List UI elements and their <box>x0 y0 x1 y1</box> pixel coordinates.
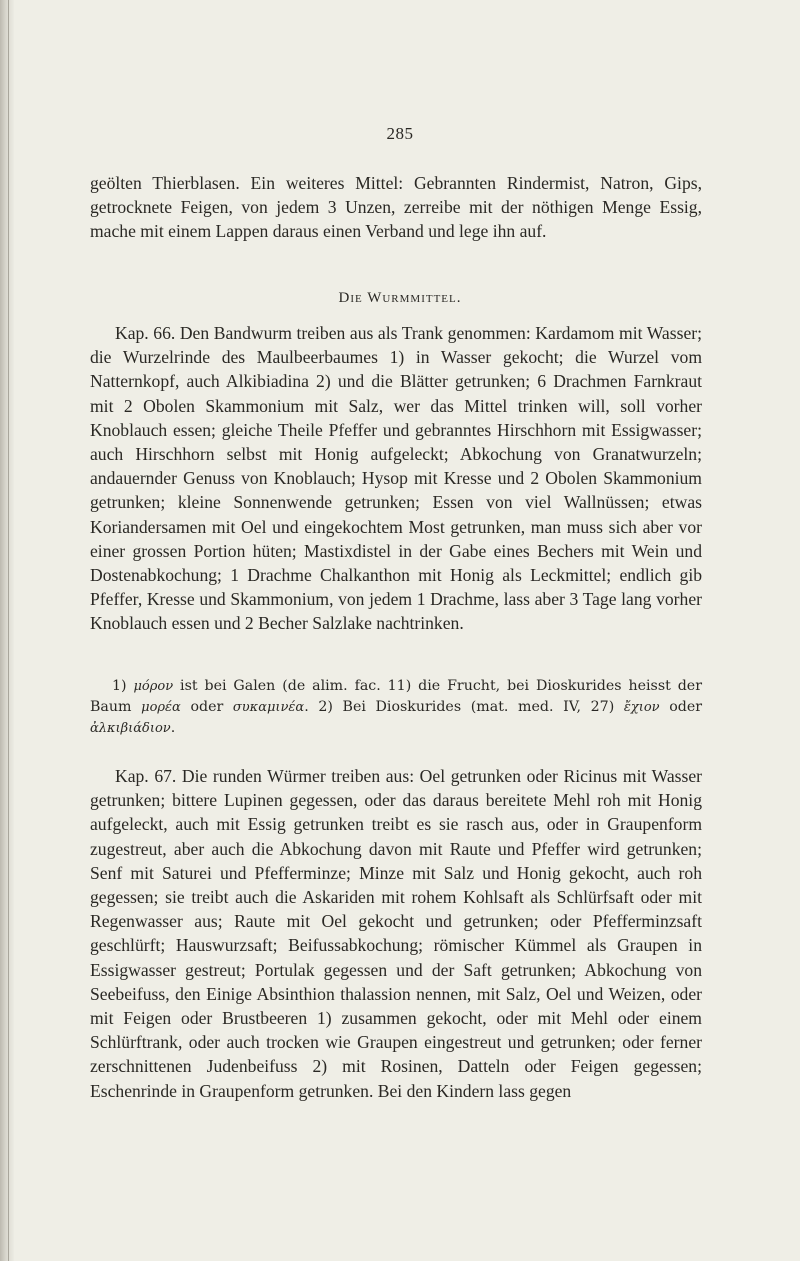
footnote-text <box>90 676 702 739</box>
kap67-block <box>90 764 702 1103</box>
section-heading: Die Wurmmittel. <box>338 290 462 306</box>
footnote-part: oder <box>180 699 233 715</box>
footnote-part: . <box>170 720 176 736</box>
page-number: 285 <box>386 124 414 143</box>
kap67-paragraph: Kap. 67. Die runden Würmer treiben aus: Oel getrunken oder Ricinus mit Wasser getrunken; bittere Lupinen gegessen, oder das daraus bereitete Mehl roh mit Honig aufgeleckt, auch mit Essig getrunken treibt es sie rasch aus, oder in Graupenform zugestreut, aber auch die Abkochung davon mit Raute und Pfeffer wird getrunken; Senf mit Saturei und Pfefferminze; Minze mit Salz und Honig gekocht, auch roh gegessen; sie treibt auch die Askariden mit rohem Kohlsaft als Schlürfsaft oder mit Regenwasser aus; Raute mit Oel gekocht und getrunken; oder Pfefferminzsaft geschlürft; Hauswurzsaft; Beifussabkochung; römischer Kümmel als Graupen in Essigwasser gestreut; Portulak gegessen und der Saft getrunken; Abkochung von Seebeifuss, den Einige Absinthion thalassion nennen, mit Salz, Oel und Weizen, oder mit Feigen oder Brustbeeren 1) zusammen gekocht, oder mit Mehl oder einem Schlürftrank, oder auch trocken wie Graupen eingestreut und getrunken; oder ferner zerschnittenen Judenbeifuss 2) mit Rosinen, Datteln oder Feigen gegessen; Eschenrinde in Graupenform getrunken. Bei den Kindern lass gegen <box>90 766 702 1101</box>
greek-word: ἀλκιβιάδιον <box>90 721 171 736</box>
footnote-part: . 2) Bei Dioskurides (mat. med. IV, 27) <box>304 699 624 715</box>
kap66-paragraph: Kap. 66. Den Bandwurm treiben aus als Trank genommen: Kardamom mit Wasser; die Wurzelrinde des Maulbeerbaumes 1) in Wasser gekocht; die Wurzel vom Natternkopf, auch Alkibiadina 2) und die Blätter getrunken; 6 Drachmen Farnkraut mit 2 Obolen Skammonium mit Salz, wer das Mittel trinken will, soll vorher Knoblauch essen; gleiche Theile Pfeffer und gebranntes Hirschhorn mit Essigwasser; auch Hirschhorn selbst mit Honig aufgeleckt; Abkochung von Granatwurzeln; andauernder Genuss von Knoblauch; Hysop mit Kresse und 2 Obolen Skammonium getrunken; kleine Sonnenwende getrunken; Essen von viel Wallnüssen; etwas Koriandersamen mit Oel und eingekochtem Most getrunken, man muss sich aber vor einer grossen Portion hüten; Mastixdistel in der Gabe eines Bechers mit Wein und Dostenabkochung; 1 Drachme Chalkanthon mit Honig als Leckmittel; endlich gib Pfeffer, Kresse und Skammonium, von jedem 1 Drachme, lass aber 3 Tage lang vorher Knoblauch essen und 2 Becher Salzlake nachtrinken. <box>90 323 702 634</box>
intro-paragraph: geölten Thierblasen. Ein weiteres Mittel: Gebrannten Rindermist, Natron, Gips, getrocknete Feigen, von jedem 3 Unzen, zerreibe mit der nöthigen Menge Essig, mache mit einem Lappen daraus einen Verband und lege ihn auf. <box>90 173 702 242</box>
footnotes <box>90 676 702 739</box>
kap66-block <box>90 321 702 636</box>
intro-paragraph-block <box>90 171 702 244</box>
footnote-part: oder <box>659 699 703 715</box>
greek-word: συκαμινέα <box>232 700 305 715</box>
binding-edge <box>8 0 9 1261</box>
page-binding-shadow <box>0 0 14 1261</box>
greek-word: ἔχιον <box>623 700 660 715</box>
greek-word: μόρον <box>133 679 174 694</box>
footnote-part: ist bei Galen (de alim. fac. 11) die Frucht, bei Dioskurides heisst der Baum <box>90 678 702 715</box>
greek-word: μορέα <box>141 700 181 715</box>
footnote-part: 1) <box>112 678 134 694</box>
